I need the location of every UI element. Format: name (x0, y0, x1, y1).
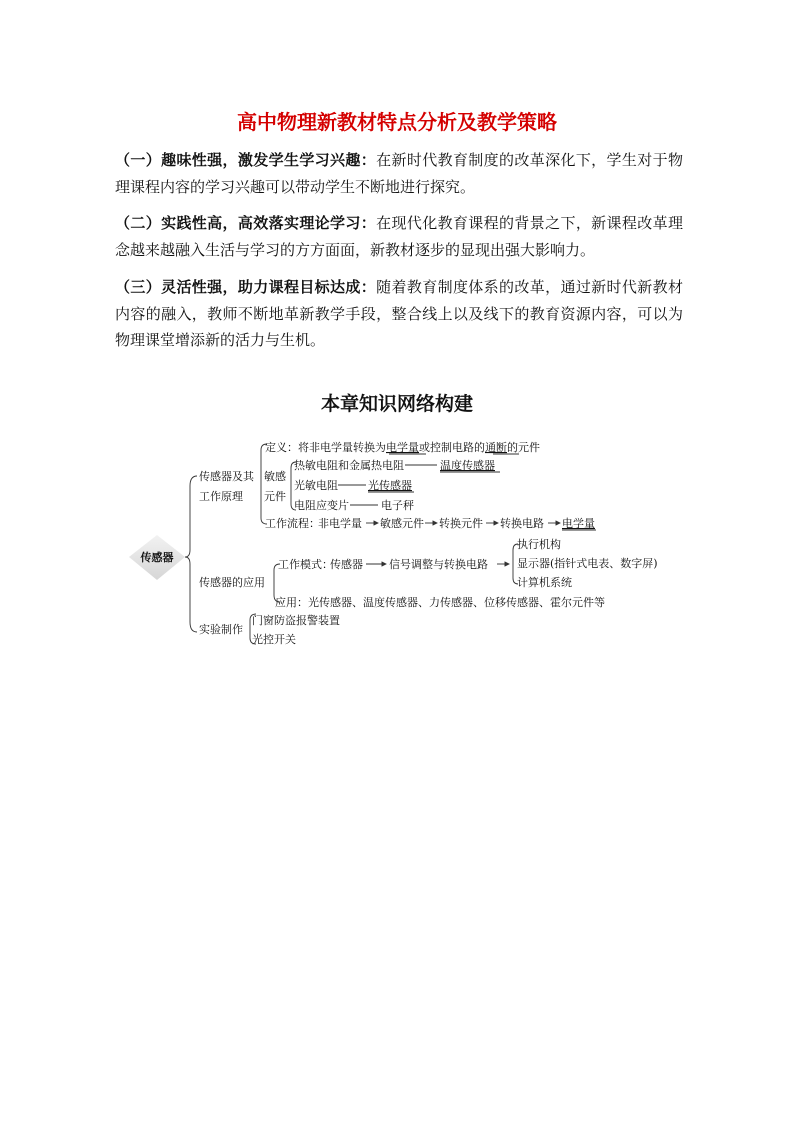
paragraph-3 (115, 274, 683, 354)
paragraph-3-body: 随着教育制度体系的改革，通过新时代新教材内容的融入，教师不断地革新教学手段，整合线上以及线下的教育资源内容，可以为物理课堂增添新的活力与生机。 (115, 278, 683, 349)
paragraph-1-lead: （一）趣味性强，激发学生学习兴趣： (115, 151, 377, 169)
experiment-2: 光控开关 (252, 633, 296, 646)
sensitive-item-2-right: 光传感器 (368, 479, 412, 492)
paragraph-2 (115, 210, 683, 263)
branch3-label: 实验制作 (199, 623, 243, 636)
sensitive-item-3-left: 电阻应变片 (294, 499, 349, 512)
output-2: 显示器(指针式电表、数字屏) (517, 557, 658, 570)
flow-step-1: 非电学量 (318, 517, 362, 530)
paragraph-1-body: 在新时代教育制度的改革深化下，学生对于物理课程内容的学习兴趣可以带动学生不断地进行探究。 (115, 151, 683, 196)
definition-text: 定义：将非电学量转换为电学量或控制电路的通断的元件 (265, 441, 540, 454)
flow-last: 电学量 (562, 517, 595, 530)
paragraph-3-lead: （三）灵活性强，助力课程目标达成： (115, 278, 377, 296)
output-1: 执行机构 (517, 538, 561, 551)
knowledge-mindmap (0, 430, 794, 660)
flow-step-3: 转换元件 (439, 517, 483, 530)
sensitive-label-line2: 元件 (264, 490, 286, 503)
page-title: 高中物理新教材特点分析及教学策略 (237, 110, 557, 134)
mode-label: 工作模式： (278, 558, 333, 571)
paragraph-2-body: 在现代化教育课程的背景之下，新课程改革理念越来越融入生活与学习的方方面面，新教材逐步的显现出强大影响力。 (115, 214, 683, 259)
sensitive-item-2-left: 光敏电阻 (294, 479, 338, 492)
paragraph-1 (115, 147, 683, 200)
flow-step-2: 敏感元件 (380, 517, 424, 530)
applications: 应用：光传感器、温度传感器、力传感器、位移传感器、霍尔元件等 (275, 596, 605, 609)
paragraph-2-lead: （二）实践性高，高效落实理论学习： (115, 214, 377, 232)
mode-a: 传感器 (330, 558, 363, 571)
experiment-1: 门窗防盗报警装置 (252, 614, 340, 627)
output-3: 计算机系统 (517, 576, 572, 589)
sensitive-label-line1: 敏感 (264, 470, 286, 483)
sensitive-item-3-right: 电子秤 (381, 499, 414, 512)
section-title: 本章知识网络构建 (320, 393, 473, 415)
sensitive-item-1-left: 热敏电阻和金属热电阻 (294, 459, 404, 472)
mode-b: 信号调整与转换电路 (389, 558, 488, 571)
branch1-label-line1: 传感器及其 (199, 470, 254, 483)
root-label: 传感器 (140, 551, 174, 564)
branch1-brace (261, 444, 267, 524)
branch2-label: 传感器的应用 (199, 576, 265, 589)
flow-step-4: 转换电路 (500, 517, 544, 530)
branch1-label-line2: 工作原理 (199, 490, 243, 503)
flow-label: 工作流程： (265, 517, 320, 530)
sensitive-item-1-right: 温度传感器 (440, 459, 495, 472)
root-brace (185, 476, 197, 632)
